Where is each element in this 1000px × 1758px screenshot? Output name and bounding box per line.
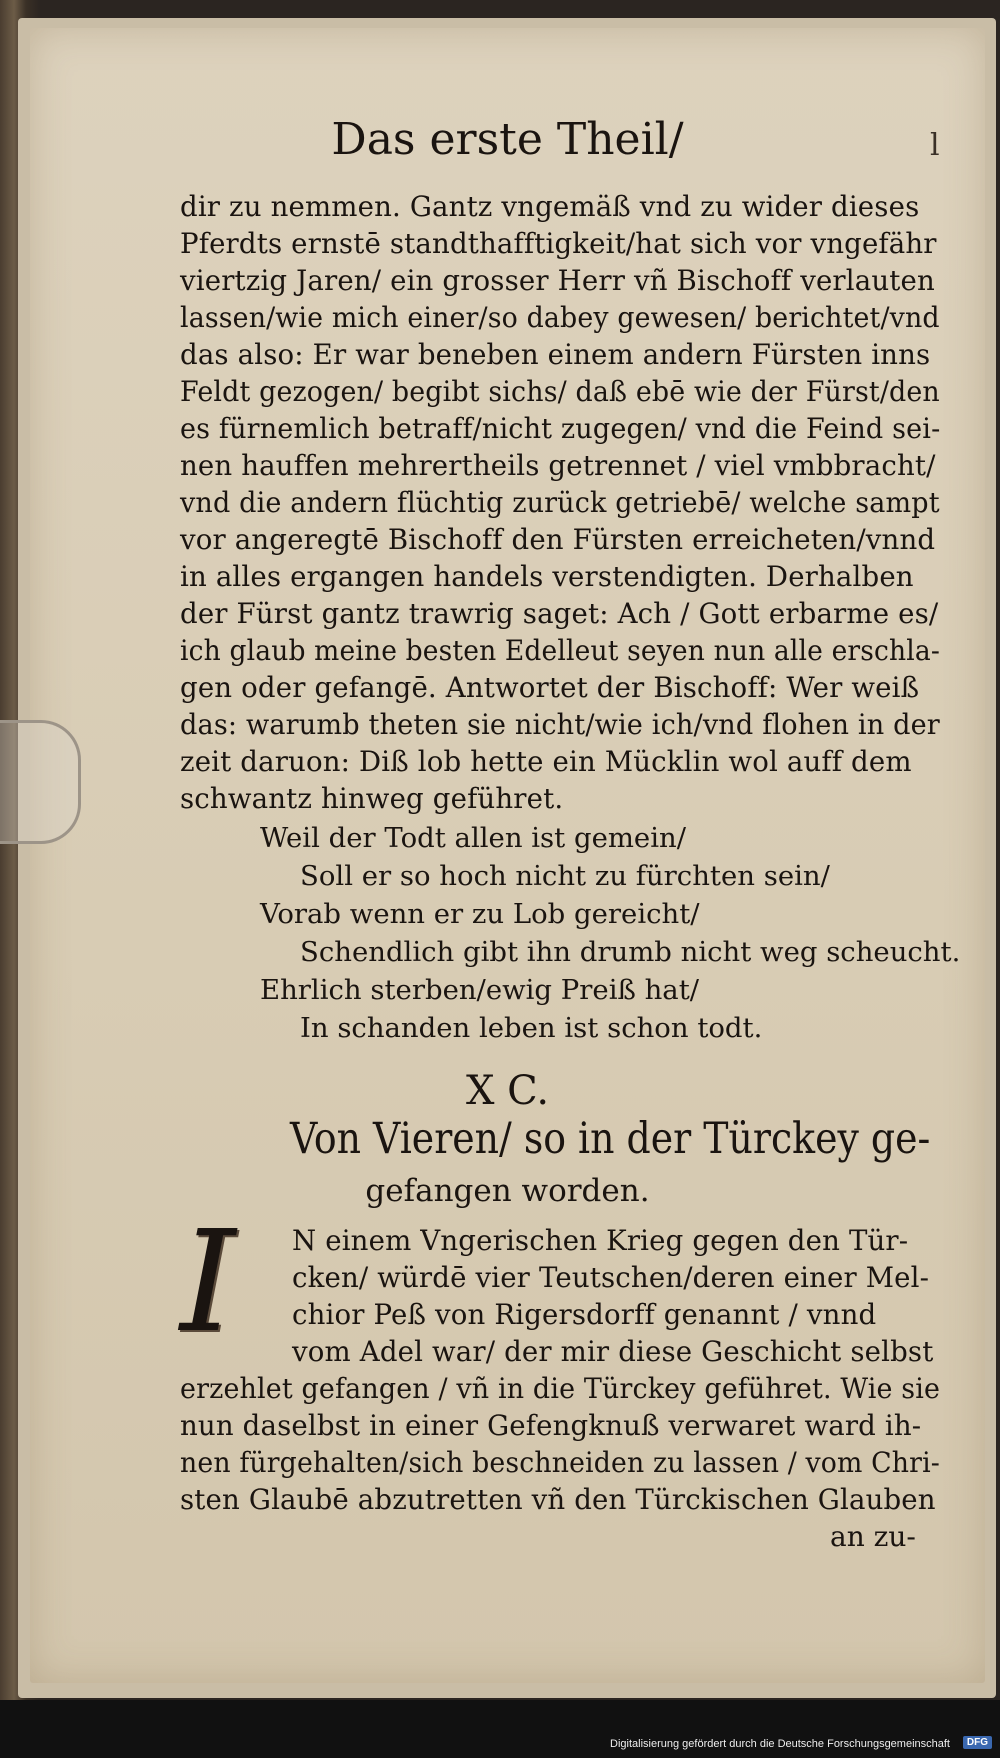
body-line: cken/ würdē vier Teutschen/deren einer Mel- xyxy=(292,1261,930,1294)
body-line: Feldt gezogen/ begibt sichs/ daß ebē wie der Fürst/den xyxy=(180,375,940,408)
page-marker: l xyxy=(930,128,940,163)
body-line: N einem Vngerischen Krieg gegen den Tür- xyxy=(292,1224,909,1257)
chapter-title-continued: gefangen worden. xyxy=(365,1173,650,1209)
body-line: vom Adel war/ der mir diese Geschicht selbst xyxy=(292,1335,934,1368)
verse-line: Weil der Todt allen ist gemein/ xyxy=(260,822,686,854)
body-line: erzehlet gefangen / vñ in die Türckey geführet. Wie sie xyxy=(180,1372,941,1405)
body-line: es fürnemlich betraff/nicht zugegen/ vnd die Feind sei- xyxy=(180,412,941,445)
verse-line: Schendlich gibt ihn drumb nicht weg scheucht. xyxy=(300,936,961,968)
chapter-number: X C. xyxy=(465,1068,550,1114)
body-line: nun daselbst in einer Gefengknuß verwaret ward ih- xyxy=(180,1409,922,1442)
decorated-initial: I xyxy=(180,1201,236,1364)
verse-line: Vorab wenn er zu Lob gereicht/ xyxy=(260,898,700,930)
running-head: Das erste Theil/ xyxy=(331,114,684,165)
body-line: gen oder gefangē. Antwortet der Bischoff: Wer weiß xyxy=(180,671,920,704)
body-line: viertzig Jaren/ ein grosser Herr vñ Bischoff verlauten xyxy=(180,264,935,297)
body-line: dir zu nemmen. Gantz vngemäß vnd zu wider dieses xyxy=(180,190,920,223)
body-line: vnd die andern flüchtig zurück getriebē/ welche sampt xyxy=(180,486,940,519)
chapter-title: Von Vieren/ so in der Türckey ge- xyxy=(290,1114,931,1164)
body-line: vor angeregtē Bischoff den Fürsten erreicheten/vnnd xyxy=(180,523,936,556)
digitization-credit: Digitalisierung gefördert durch die Deutsche Forschungsgemeinschaft xyxy=(610,1738,950,1750)
verse-line: In schanden leben ist schon todt. xyxy=(300,1012,763,1044)
book-page xyxy=(30,28,985,1683)
catchword: an zu- xyxy=(830,1520,916,1553)
body-line: lassen/wie mich einer/so dabey gewesen/ berichtet/vnd xyxy=(180,301,940,334)
body-line: nen hauffen mehrertheils getrennet / viel vmbbracht/ xyxy=(180,449,936,482)
verse-line: Soll er so hoch nicht zu fürchten sein/ xyxy=(300,860,830,892)
body-line: Pferdts ernstē standthafftigkeit/hat sich vor vngefähr xyxy=(180,227,937,260)
body-line: sten Glaubē abzutretten vñ den Türckischen Glauben xyxy=(180,1483,936,1516)
body-line: das also: Er war beneben einem andern Fürsten inns xyxy=(180,338,931,371)
body-line: schwantz hinweg geführet. xyxy=(180,782,564,815)
body-line: das: warumb theten sie nicht/wie ich/vnd flohen in der xyxy=(180,708,940,741)
verse-line: Ehrlich sterben/ewig Preiß hat/ xyxy=(260,974,700,1006)
body-line: in alles ergangen handels verstendigten. Derhalben xyxy=(180,560,914,593)
body-line: nen fürgehalten/sich beschneiden zu lassen / vom Chri- xyxy=(180,1446,940,1479)
body-line: chior Peß von Rigersdorff genannt / vnnd xyxy=(292,1298,877,1331)
body-line: der Fürst gantz trawrig saget: Ach / Gott erbarme es/ xyxy=(180,597,939,630)
book-clip xyxy=(0,720,81,844)
body-line: zeit daruon: Diß lob hette ein Mücklin wol auff dem xyxy=(180,745,912,778)
dfg-logo: DFG xyxy=(963,1736,992,1749)
body-line: ich glaub meine besten Edelleut seyen nun alle erschla- xyxy=(180,634,941,667)
